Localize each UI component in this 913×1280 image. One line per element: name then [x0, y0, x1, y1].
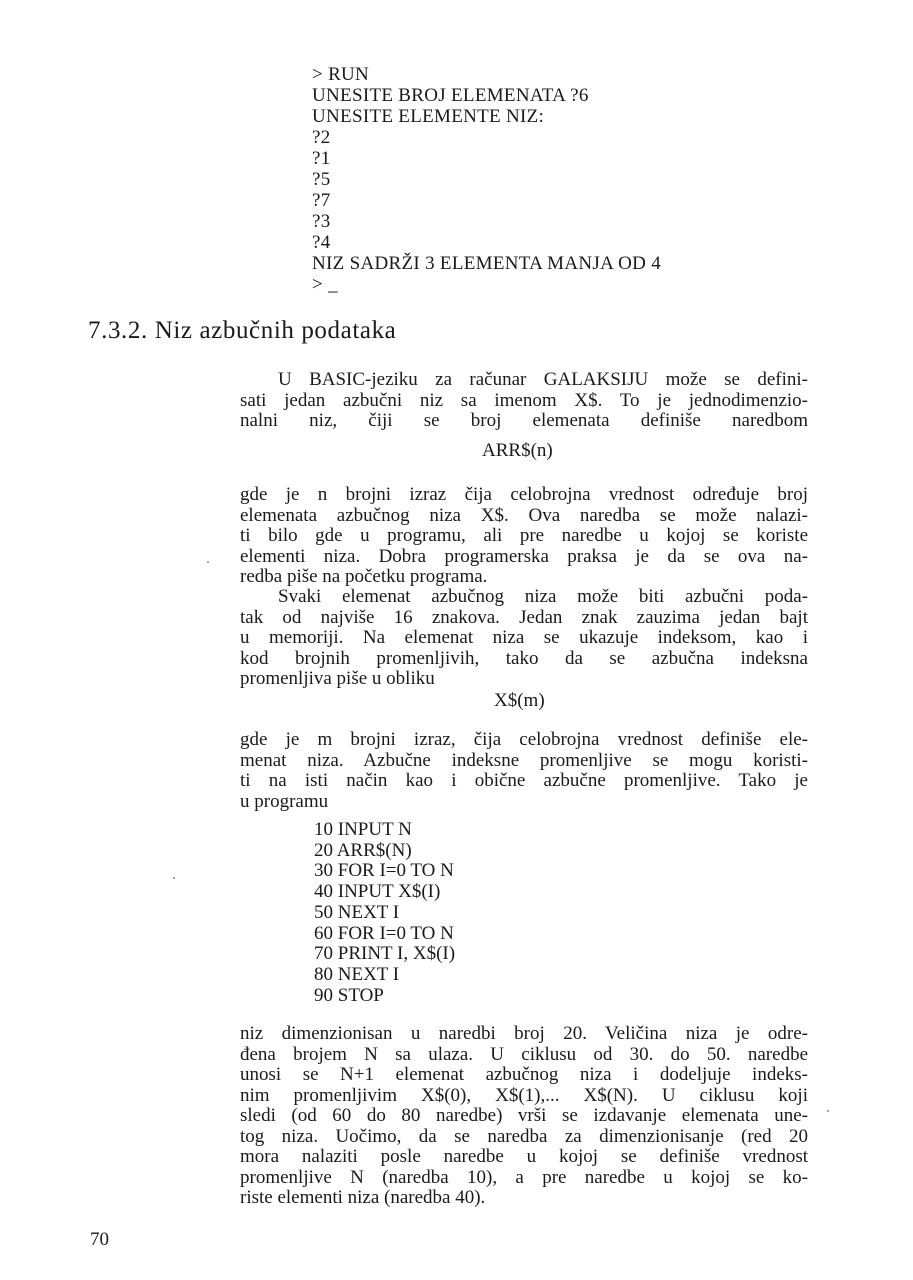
program-line: 40 INPUT X$(I) — [314, 881, 441, 903]
run-output-line: UNESITE ELEMENTE NIZ: — [312, 106, 545, 127]
program-line: 60 FOR I=0 TO N — [314, 922, 454, 944]
paragraph-line: kod brojnih promenljivih, tako da se azbučna indeksna — [240, 647, 808, 669]
paragraph-line: ti na isti način kao i obične azbučne promenljive. Tako je — [240, 770, 808, 791]
program-line: 20 ARR$(N) — [314, 839, 412, 861]
paragraph-line: tak od najviše 16 znakova. Jedan znak zauzima jedan bajt — [240, 606, 808, 628]
program-line: 80 NEXT I — [314, 963, 400, 985]
section-heading: 7.3.2. Niz azbučnih podataka — [88, 317, 397, 344]
paragraph-line: redba piše na početku programa. — [240, 566, 488, 587]
scan-speck — [173, 877, 175, 879]
program-line: 70 PRINT I, X$(I) — [314, 943, 456, 965]
paragraph-line: gde je m brojni izraz, čija celobrojna vrednost definiše ele- — [240, 729, 808, 750]
run-output-line: ?5 — [312, 169, 331, 190]
run-output-line: UNESITE BROJ ELEMENATA ?6 — [312, 85, 589, 106]
paragraph-element-size — [240, 587, 808, 690]
program-line: 90 STOP — [314, 984, 384, 1006]
run-output-line: ?3 — [312, 211, 331, 232]
paragraph-line: mora nalaziti posle naredbe u kojoj se definiše vrednost — [240, 1146, 808, 1167]
page-number: 70 — [90, 1229, 109, 1250]
paragraph-line: u memoriji. Na elemenat niza se ukazuje indeksom, kao i — [240, 627, 808, 648]
scan-speck — [207, 561, 209, 563]
paragraph-line: riste elementi niza (naredba 40). — [240, 1187, 486, 1208]
paragraph-line: sledi (od 60 do 80 naredbe) vrši se izdavanje elemenata une- — [240, 1105, 808, 1126]
run-output-line: NIZ SADRŽI 3 ELEMENTA MANJA OD 4 — [312, 253, 662, 274]
run-output-line: > RUN — [312, 64, 370, 85]
paragraph-line: Svaki elemenat azbučnog niza može biti azbučni poda- — [278, 586, 808, 607]
paragraph-line: nim promenljivim X$(0), X$(1),... X$(N). U ciklusu koji — [240, 1084, 808, 1106]
run-output-line: ?2 — [312, 127, 331, 148]
paragraph-line: unosi se N+1 elemenat azbučnog niza i dodeljuje indeks- — [240, 1064, 808, 1085]
paragraph-line: ti bilo gde u programu, ali pre naredbe u kojoj se koriste — [240, 525, 808, 546]
paragraph-line: U BASIC-jeziku za računar GALAKSIJU može se defini- — [278, 369, 808, 390]
paragraph-line: promenljive N (naredba 10), a pre naredbe u kojoj se ko- — [240, 1166, 808, 1188]
paragraph-line: sati jedan azbučni niz sa imenom X$. To je jednodimenzio- — [240, 389, 808, 411]
scan-speck — [827, 1110, 829, 1112]
paragraph-line: elementi niza. Dobra programerska praksa je da se ova na- — [240, 545, 808, 567]
paragraph-line: tog niza. Uočimo, da se naredba za dimenzionisanje (red 20 — [240, 1125, 808, 1147]
paragraph-line: promenljiva piše u obliku — [240, 668, 435, 689]
paragraph-line: gde je n brojni izraz čija celobrojna vrednost određuje broj — [240, 484, 808, 505]
paragraph-line: u programu — [240, 790, 329, 812]
paragraph-line: menat niza. Azbučne indeksne promenljive se mogu koristi- — [240, 749, 808, 771]
run-output-line: ?1 — [312, 148, 331, 169]
program-line: 30 FOR I=0 TO N — [314, 860, 454, 882]
paragraph-line: niz dimenzionisan u naredbi broj 20. Veličina niza je odre- — [240, 1023, 808, 1044]
paragraph-line: elemenata azbučnog niza X$. Ova naredba se može nalazi- — [240, 504, 808, 526]
paragraph-intro — [240, 370, 808, 432]
paragraph-program-explanation — [240, 1024, 808, 1209]
formula-arr: ARR$(n) — [482, 440, 553, 461]
program-run-output — [312, 64, 661, 295]
paragraph-line: đena brojem N sa ulaza. U ciklusu od 30. do 50. naredbe — [240, 1043, 808, 1065]
run-output-line: ?7 — [312, 190, 331, 211]
paragraph-arr-description — [240, 485, 808, 588]
run-output-line: > _ — [312, 274, 338, 295]
program-line: 10 INPUT N — [314, 819, 412, 840]
paragraph-line: nalni niz, čiji se broj elemenata definiše naredbom — [240, 410, 808, 431]
formula-xm: X$(m) — [494, 690, 545, 711]
program-line: 50 NEXT I — [314, 901, 400, 923]
paragraph-index-variable — [240, 730, 808, 812]
program-listing — [314, 820, 455, 1006]
run-output-line: ?4 — [312, 232, 331, 253]
